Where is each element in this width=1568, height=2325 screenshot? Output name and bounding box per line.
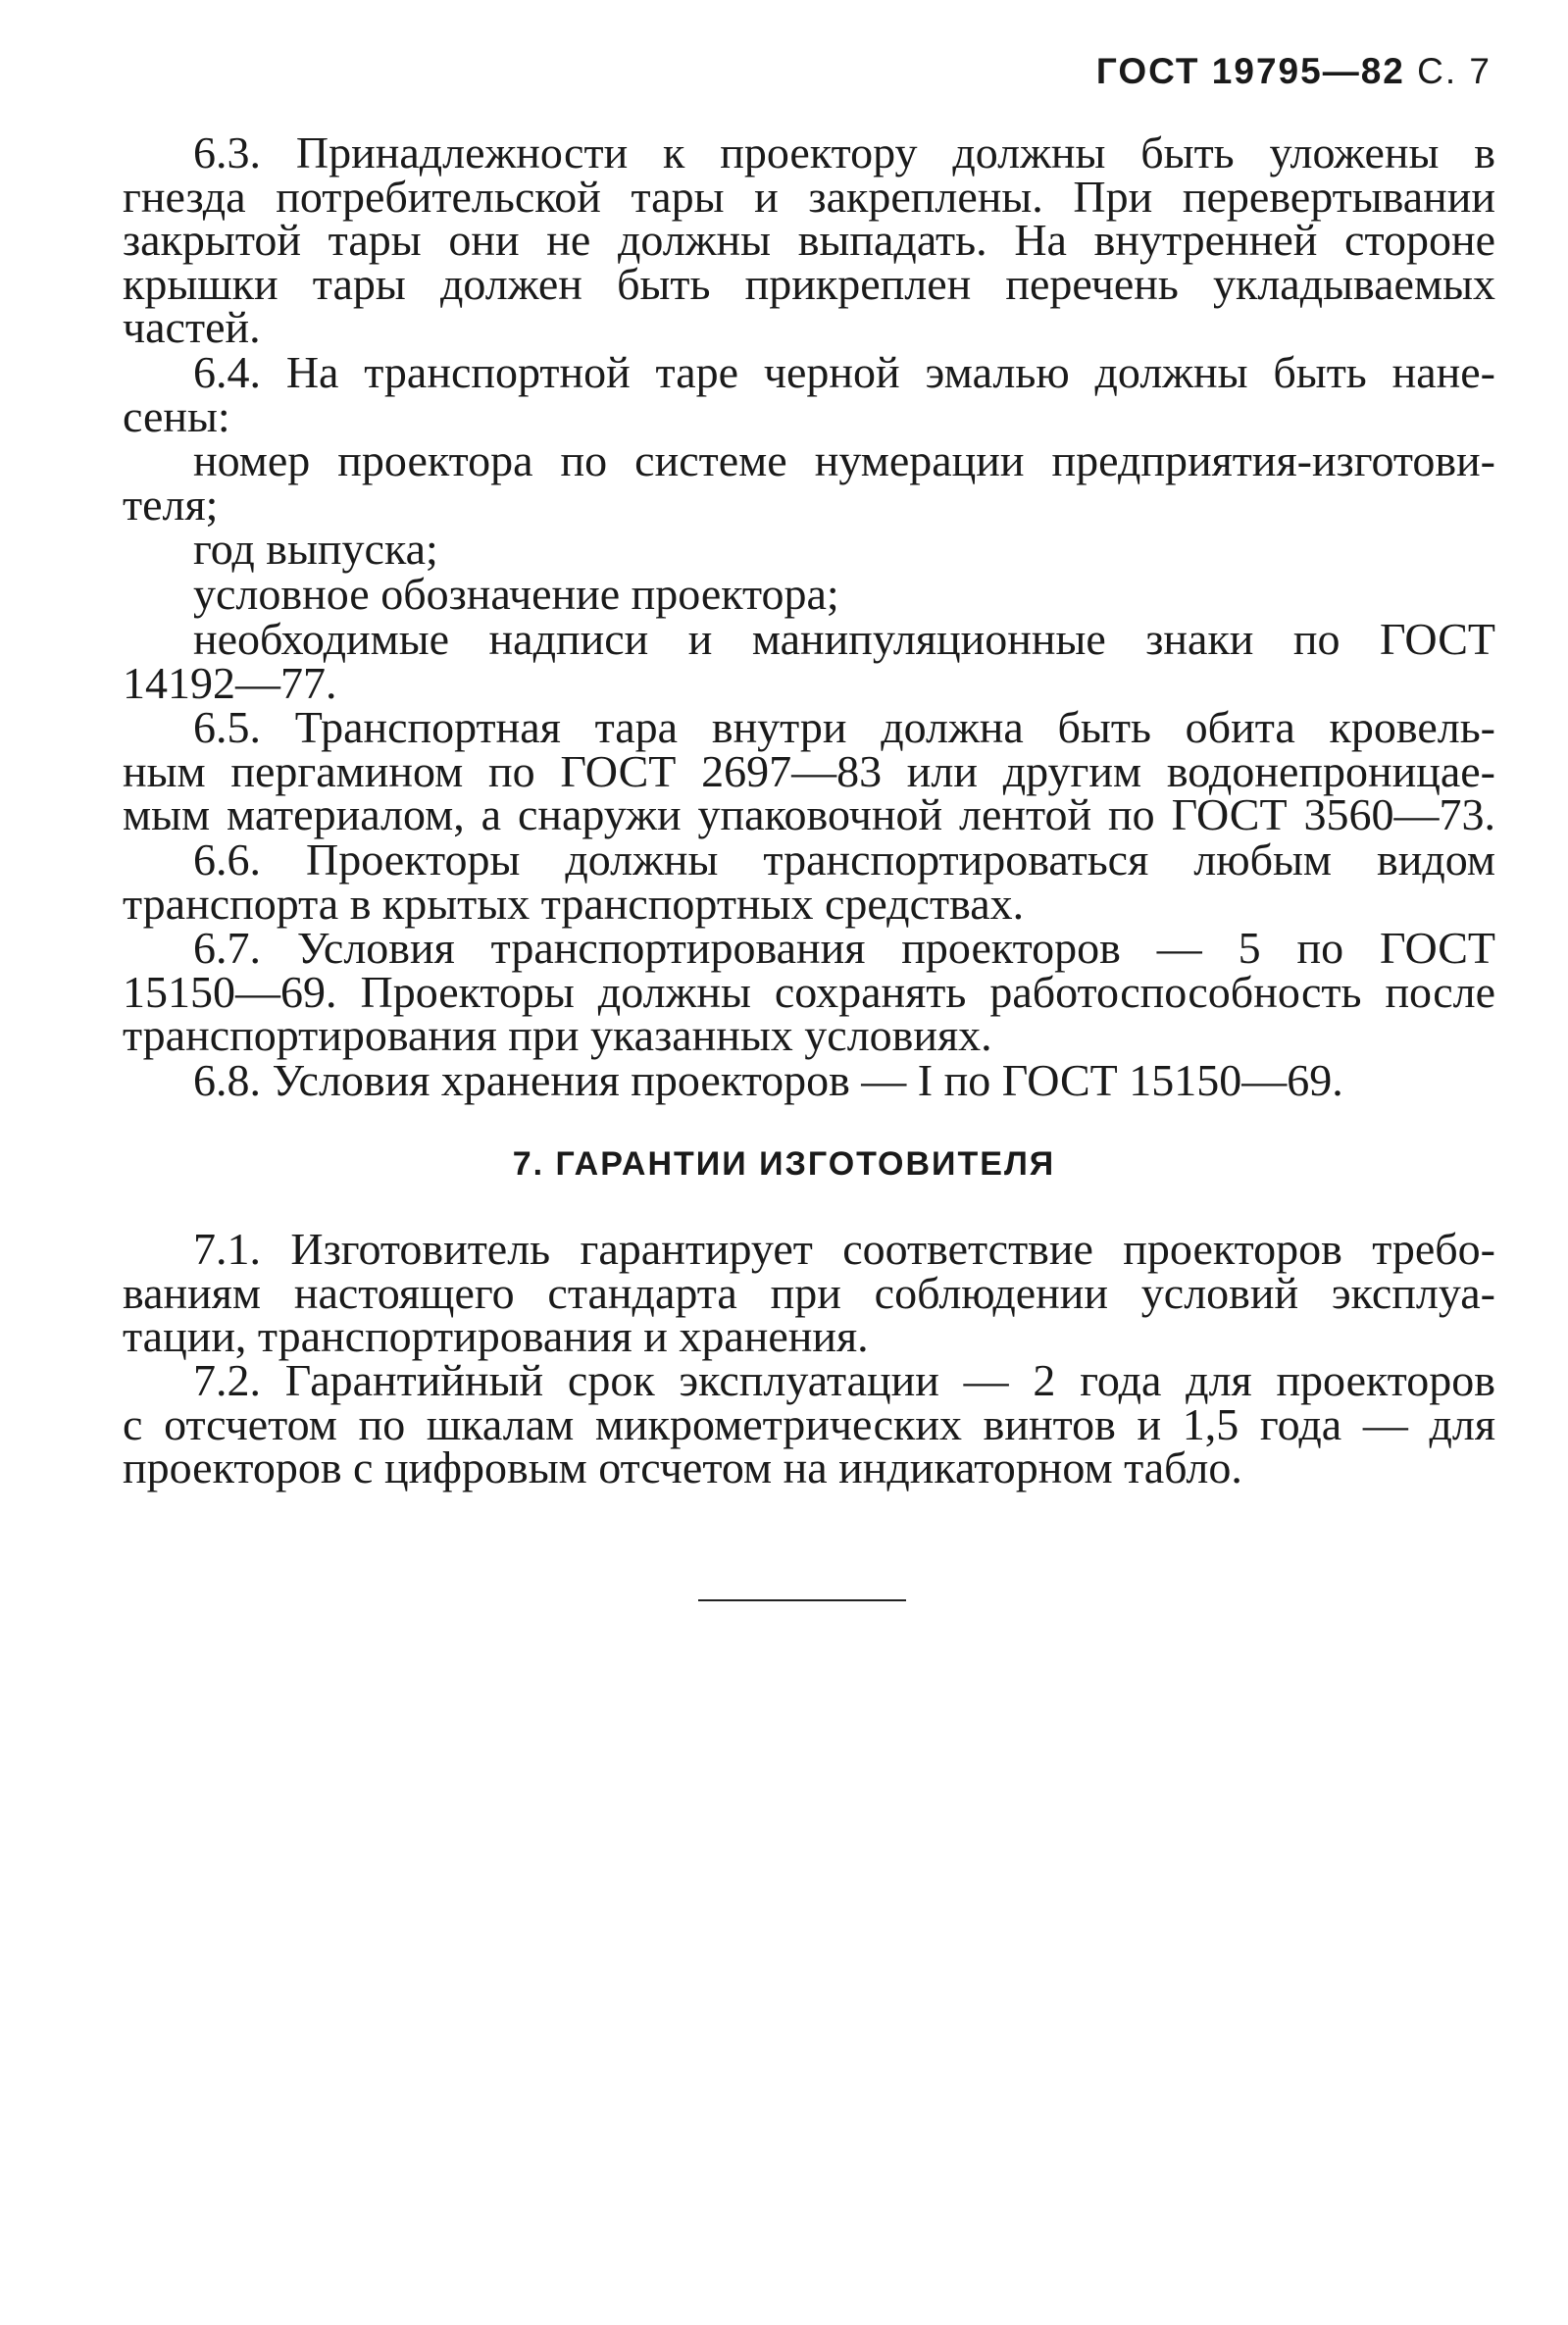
text-line: 7.1. Изготовитель гарантирует соответствие проекторов требо- (193, 1224, 1495, 1274)
text-line: 6.4. На транспортной таре черной эмалью должны быть нане- (193, 347, 1495, 397)
paragraph-6-5 (123, 702, 1495, 839)
text-line: условное обозначение проектора; (193, 569, 839, 619)
text-line: 6.7. Условия транспортирования проекторов — 5 по ГОСТ (193, 923, 1495, 973)
text-line: частей. (123, 302, 261, 352)
text-line: закрытой тары они не должны выпадать. На внутренней стороне (123, 215, 1495, 265)
text-line: транспортирования при указанных условиях. (123, 1010, 992, 1060)
text-line: транспорта в крытых транспортных средствах. (123, 878, 1025, 929)
text-line: необходимые надписи и манипуляционные знаки по ГОСТ (193, 614, 1495, 664)
section-title: 7. ГАРАНТИИ ИЗГОТОВИТЕЛЯ (512, 1145, 1056, 1183)
text-line: сены: (123, 390, 230, 441)
end-rule (698, 1599, 906, 1601)
text-line: гнезда потребительской тары и закреплены. При перевертывании (123, 171, 1495, 222)
text-line: 15150—69. Проекторы должны сохранять работоспособность после (123, 966, 1495, 1017)
text-line: тации, транспортирования и хранения. (123, 1311, 869, 1361)
paragraph-7-1 (123, 1224, 1495, 1361)
standard-number: ГОСТ 19795—82 (1095, 51, 1405, 91)
page-number: С. 7 (1417, 51, 1492, 91)
text-line: 6.6. Проекторы должны транспортироваться любым видом (193, 834, 1495, 885)
paragraph-6-7 (123, 923, 1495, 1060)
text-line: с отсчетом по шкалам микрометрических винтов и 1,5 года — для (123, 1398, 1495, 1449)
text-line: теля; (123, 479, 219, 530)
text-line: номер проектора по системе нумерации предприятия-изготови- (193, 435, 1495, 485)
paragraph-6-8 (123, 1055, 1495, 1105)
text-line: 7.2. Гарантийный срок эксплуатации — 2 года для проекторов (193, 1355, 1495, 1405)
paragraph-6-3 (123, 127, 1495, 352)
text-line: 6.8. Условия хранения проекторов — I по ГОСТ 15150—69. (193, 1055, 1343, 1105)
text-line: год выпуска; (193, 524, 438, 574)
paragraph-6-4 (123, 347, 1495, 441)
text-line: 14192—77. (123, 657, 337, 708)
list-item-signs (123, 614, 1495, 708)
text-line: мым материалом, а снаружи упаковочной лентой по ГОСТ 3560—73. (123, 789, 1495, 839)
text-line: 6.3. Принадлежности к проектору должны быть уложены в (193, 127, 1495, 177)
text-line: крышки тары должен быть прикреплен перечень укладываемых (123, 258, 1495, 309)
paragraph-6-6 (123, 834, 1495, 929)
paragraph-7-2 (123, 1355, 1495, 1492)
list-item-year (123, 524, 1495, 574)
text-line: ным пергамином по ГОСТ 2697—83 или другим водонепроницае- (123, 745, 1495, 796)
page-header (1096, 51, 1492, 92)
list-item-number (123, 435, 1495, 530)
text-line: 6.5. Транспортная тара внутри должна быть обита кровель- (193, 702, 1495, 752)
list-item-symbol (123, 569, 1495, 619)
text-line: ваниям настоящего стандарта при соблюдении условий эксплуа- (123, 1267, 1495, 1318)
text-line: проекторов с цифровым отсчетом на индикаторном табло. (123, 1442, 1242, 1492)
